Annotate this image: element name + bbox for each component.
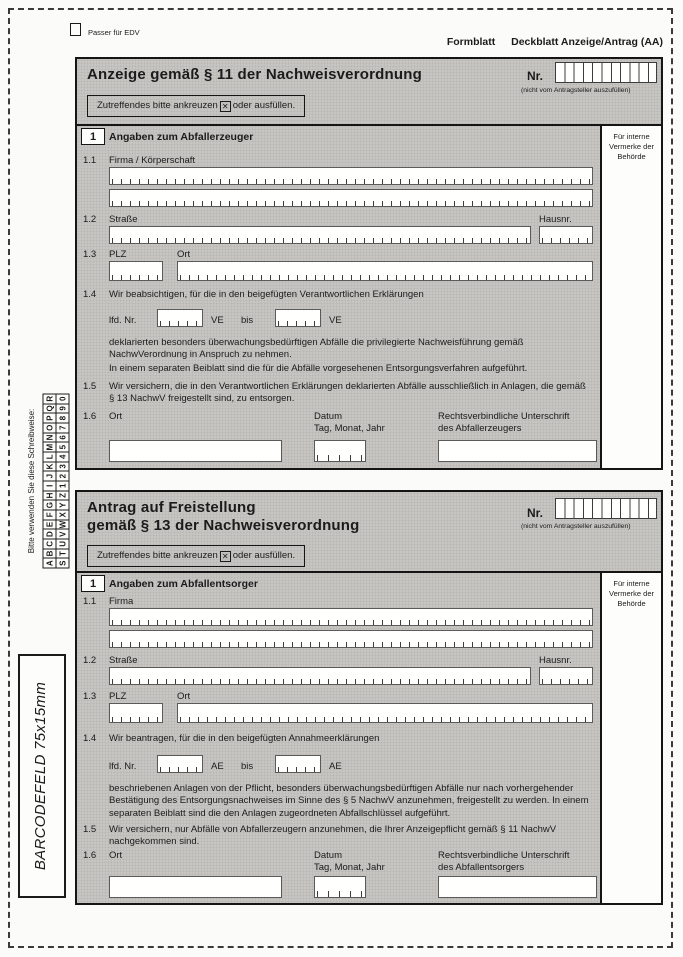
- signature-line1: Rechtsverbindliche Unterschrift: [438, 850, 570, 861]
- form2-nr-field[interactable]: [555, 498, 657, 519]
- firma-label: Firma / Körperschaft: [109, 155, 196, 166]
- form1-nr-note: (nicht vom Antragsteller auszufüllen): [521, 87, 631, 94]
- alphabet-cell: G: [44, 501, 56, 511]
- datum-line2: Tag, Monat, Jahr: [314, 422, 385, 434]
- handwriting-note-wrapper: [26, 388, 40, 574]
- form-anzeige-panel: [75, 57, 663, 470]
- ort-label: Ort: [177, 249, 191, 260]
- form2-datum-input[interactable]: [314, 876, 366, 898]
- alphabet-cell: D: [44, 530, 56, 540]
- alphabet-cell: I: [44, 481, 56, 491]
- checked-checkbox-icon: ✕: [220, 551, 231, 562]
- alphabet-cell: 5: [57, 443, 69, 453]
- instruction-post: oder ausfüllen.: [232, 100, 296, 111]
- form2-firma-input-1[interactable]: [109, 608, 593, 626]
- ve-label: VE: [211, 315, 224, 326]
- signature-label: [438, 411, 569, 435]
- alphabet-cell: K: [44, 462, 56, 472]
- bis-label: bis: [241, 761, 254, 772]
- alphabet-cell: H: [44, 491, 56, 501]
- form1-paragraph-1: deklarierten besonders überwachungsbedürftigen Abfälle die privilegierte Nachweisführung gemäß NachwVerordnung in Anspruch zu nehmen.: [109, 337, 524, 361]
- alphabet-sample-grid: [43, 394, 70, 569]
- alphabet-cell: 1: [57, 481, 69, 491]
- form2-firma-input-2[interactable]: [109, 630, 593, 648]
- alphabet-grid-wrapper: [41, 385, 71, 577]
- strasse-label: Straße: [109, 655, 138, 666]
- alphabet-cell: W: [58, 520, 67, 529]
- strasse-label: Straße: [109, 214, 138, 225]
- form1-internal-remarks-column: [600, 126, 661, 468]
- internal-remarks-label: Für interne Vermerke der Behörde: [608, 579, 655, 608]
- datum-label: [314, 411, 385, 435]
- alphabet-cell: F: [44, 510, 56, 520]
- hausnr-label: Hausnr.: [539, 655, 572, 666]
- alphabet-row-1: [44, 395, 56, 568]
- form1-lfd-nr-von-input[interactable]: [157, 309, 203, 327]
- form1-declaration-text: Wir versichern, die in den Verantwortlichen Erklärungen deklarierten Abfälle ausschließlich in Anlagen, die gemäß § 13 NachwV freigestellt sind, zu entsorgen.: [109, 381, 586, 405]
- signature-line1: Rechtsverbindliche Unterschrift: [438, 411, 570, 422]
- checked-checkbox-icon: ✕: [220, 101, 231, 112]
- form1-firma-input-2[interactable]: [109, 189, 593, 207]
- signature-line2: des Abfallerzeugers: [438, 422, 522, 434]
- form2-hausnr-input[interactable]: [539, 667, 593, 685]
- passer-edv-label: Passer für EDV: [88, 28, 140, 37]
- form1-hausnr-input[interactable]: [539, 226, 593, 244]
- form2-internal-remarks-column: [600, 573, 661, 903]
- handwriting-note: Bitte verwenden Sie diese Schreibweise:: [27, 408, 36, 554]
- form1-signature-input[interactable]: [438, 440, 597, 462]
- form2-nr-label: Nr.: [527, 506, 544, 520]
- alphabet-cell: U: [57, 539, 69, 549]
- form2-title: [87, 499, 360, 535]
- form2-title-line2: gemäß § 13 der Nachweisverordnung: [87, 517, 360, 534]
- ort-label: Ort: [109, 411, 123, 422]
- form2-plz-input[interactable]: [109, 703, 163, 723]
- form2-declaration-text: Wir versichern, nur Abfälle von Abfallerzeugern anzunehmen, die Ihrer Anzeigepflicht gemäß § 11 NachwV nachgekommen sind.: [109, 824, 557, 848]
- form2-lfd-nr-von-input[interactable]: [157, 755, 203, 773]
- alphabet-cell: X: [57, 510, 69, 520]
- row-number: 1.1: [83, 155, 97, 166]
- formblatt-label: Formblatt: [446, 36, 496, 48]
- form1-ort-input[interactable]: [177, 261, 593, 281]
- hausnr-label: Hausnr.: [539, 214, 572, 225]
- form2-ort-input[interactable]: [177, 703, 593, 723]
- form1-paragraph-2: In einem separaten Beiblatt sind die für die Abfälle vorgesehenen Entsorgungsverfahren aufgeführt.: [109, 363, 528, 374]
- alphabet-cell: V: [57, 530, 69, 540]
- form2-instruction-box: [87, 545, 305, 567]
- alphabet-cell: 7: [57, 423, 69, 433]
- form-sheet-header: [447, 36, 663, 48]
- datum-line1: Datum: [314, 411, 342, 422]
- barcode-field-label: BARCODEFELD 75x15mm: [32, 681, 49, 871]
- form2-strasse-input[interactable]: [109, 667, 531, 685]
- datum-line2: Tag, Monat, Jahr: [314, 861, 385, 873]
- form2-section-number: 1: [81, 575, 105, 592]
- form1-nr-label: Nr.: [527, 69, 544, 83]
- instruction-pre: Zutreffendes bitte ankreuzen: [97, 550, 218, 561]
- firma-label: Firma: [109, 596, 134, 607]
- ort-label: Ort: [109, 850, 123, 861]
- bis-label: bis: [241, 315, 254, 326]
- alphabet-cell: Y: [57, 501, 69, 511]
- alphabet-cell: 8: [57, 414, 69, 424]
- ae-label: AE: [329, 761, 342, 772]
- alphabet-cell: Q: [44, 404, 56, 414]
- alphabet-cell: Z: [57, 491, 69, 501]
- alphabet-row-2: [56, 395, 69, 568]
- section-divider: [77, 571, 661, 573]
- row-number: 1.2: [83, 214, 97, 225]
- lfd-nr-label: lfd. Nr.: [109, 761, 137, 772]
- form1-section-title: Angaben zum Abfallerzeuger: [109, 131, 254, 143]
- form1-lfd-nr-bis-input[interactable]: [275, 309, 321, 327]
- passer-edv-checkbox[interactable]: [70, 23, 81, 36]
- alphabet-cell: B: [44, 549, 56, 559]
- ort-label: Ort: [177, 691, 191, 702]
- form1-strasse-input[interactable]: [109, 226, 531, 244]
- ve-label: VE: [329, 315, 342, 326]
- row-number: 1.3: [83, 249, 97, 260]
- form2-signature-input[interactable]: [438, 876, 597, 898]
- form2-ort-signature-input[interactable]: [109, 876, 282, 898]
- row-number: 1.3: [83, 691, 97, 702]
- plz-label: PLZ: [109, 249, 127, 260]
- row-number: 1.1: [83, 596, 97, 607]
- row-number: 1.6: [83, 411, 97, 422]
- row-number: 1.4: [83, 289, 97, 300]
- internal-remarks-label: Für interne Vermerke der Behörde: [608, 132, 655, 161]
- form1-firma-input-1[interactable]: [109, 167, 593, 185]
- signature-label: [438, 850, 569, 874]
- alphabet-cell: N: [44, 433, 56, 443]
- form1-instruction-box: [87, 95, 305, 117]
- form1-ort-signature-input[interactable]: [109, 440, 282, 462]
- row-number: 1.2: [83, 655, 97, 666]
- form2-lfd-nr-bis-input[interactable]: [275, 755, 321, 773]
- alphabet-cell: C: [44, 539, 56, 549]
- datum-line1: Datum: [314, 850, 342, 861]
- alphabet-cell: R: [44, 394, 56, 404]
- row-number: 1.5: [83, 824, 97, 835]
- section-divider: [77, 124, 661, 126]
- form2-paragraph-1: beschriebenen Anlagen von der Pflicht, besonders überwachungsbedürftigen Abfälle nur nach vorhergehender Bestätigung des Entsorgungsnachweises im Sinne des § 5 NachwV anzunehmen, freigestellt zu werden. In einem separaten Beiblatt sind die den Anlagen zugeordneten Abfallschlüssel aufgeführt.: [109, 783, 589, 819]
- form1-nr-field[interactable]: [555, 62, 657, 83]
- lfd-nr-label: lfd. Nr.: [109, 315, 137, 326]
- alphabet-cell: 9: [57, 404, 69, 414]
- alphabet-cell: O: [44, 423, 56, 433]
- alphabet-cell: 0: [57, 394, 69, 404]
- instruction-pre: Zutreffendes bitte ankreuzen: [97, 100, 218, 111]
- alphabet-cell: S: [58, 560, 67, 566]
- form1-intro-text: Wir beabsichtigen, für die in den beigefügten Verantwortlichen Erklärungen: [109, 289, 424, 300]
- ae-label: AE: [211, 761, 224, 772]
- alphabet-cell: T: [57, 549, 69, 559]
- alphabet-cell: P: [44, 414, 56, 424]
- alphabet-cell: 6: [57, 433, 69, 443]
- barcode-field: [18, 654, 66, 898]
- form1-datum-input[interactable]: [314, 440, 366, 462]
- alphabet-cell: M: [45, 443, 54, 451]
- alphabet-cell: 4: [57, 452, 69, 462]
- form1-section-number: 1: [81, 128, 105, 145]
- row-number: 1.4: [83, 733, 97, 744]
- alphabet-cell: E: [44, 520, 56, 530]
- form2-section-title: Angaben zum Abfallentsorger: [109, 578, 258, 590]
- form2-title-line1: Antrag auf Freistellung: [87, 499, 256, 516]
- row-number: 1.5: [83, 381, 97, 392]
- signature-line2: des Abfallentsorgers: [438, 861, 525, 873]
- form1-title: Anzeige gemäß § 11 der Nachweisverordnung: [87, 66, 422, 83]
- deckblatt-label: Deckblatt Anzeige/Antrag (AA): [511, 36, 663, 48]
- form2-intro-text: Wir beantragen, für die in den beigefügten Annahmeerklärungen: [109, 733, 380, 744]
- alphabet-cell: 2: [57, 472, 69, 482]
- form-antrag-panel: [75, 490, 663, 905]
- form1-plz-input[interactable]: [109, 261, 163, 281]
- plz-label: PLZ: [109, 691, 127, 702]
- form2-nr-note: (nicht vom Antragsteller auszufüllen): [521, 523, 631, 530]
- alphabet-cell: 3: [57, 462, 69, 472]
- row-number: 1.6: [83, 850, 97, 861]
- datum-label: [314, 850, 385, 874]
- alphabet-cell: J: [44, 472, 56, 482]
- instruction-post: oder ausfüllen.: [232, 550, 296, 561]
- alphabet-cell: L: [44, 452, 56, 462]
- alphabet-cell: A: [45, 560, 54, 567]
